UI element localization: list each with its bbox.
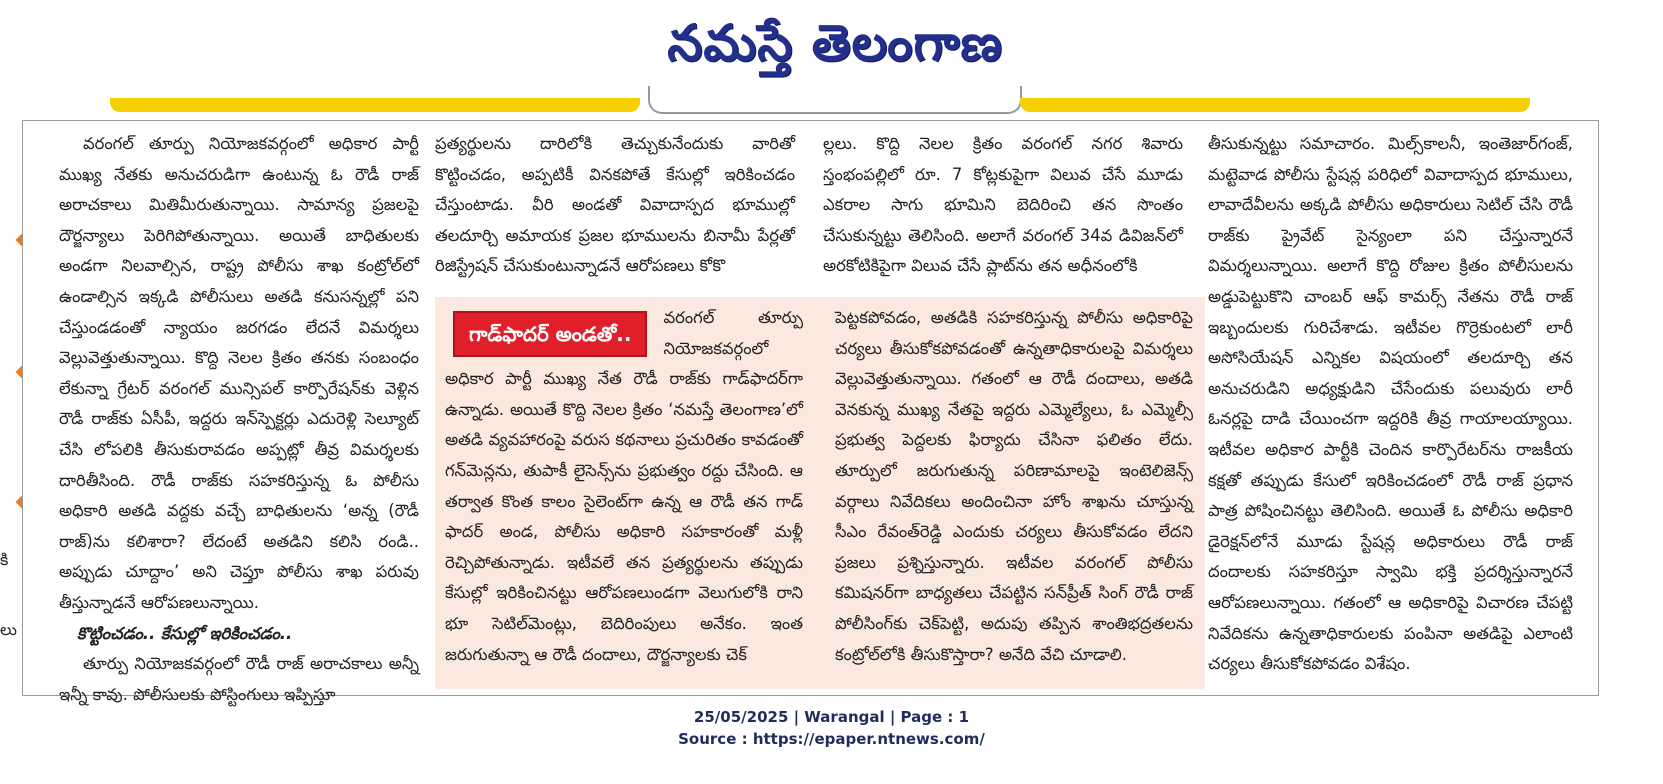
masthead-band-left	[110, 98, 640, 112]
article-subhead: కొట్టించడం.. కేసుల్లో ఇరికించడం..	[77, 623, 293, 643]
article-paragraph: తూర్పు నియోజకవర్గంలో రౌడీ రాజ్‌ అరాచకాలు అన్నీ ఇన్నీ కావు. పోలీసులకు పోస్టింగులు ఇప్పిస్తూ	[59, 654, 419, 704]
article-paragraph: ల్లలు. కొద్ది నెలల క్రితం వరంగల్‌ నగర శివారు స్తంభంపల్లిలో రూ. 7 కోట్లకుపైగా విలువ చేసే మూడు ఎకరాల సాగు భూమిని బెదిరించి తన సొంతం చేసుకున్నట్టు తెలిసింది. అలాగే వరంగల్‌ 34వ డివిజన్‌లో అరకోటికిపైగా విలువ చేసే ప్లాట్‌ను తన అధీనంలోకి	[823, 134, 1183, 276]
edge-fragment: లు	[0, 620, 17, 639]
article-paragraph: ప్రత్యర్థులను దారిలోకి తెచ్చుకునేందుకు వారితో కొట్టించడం, అప్పటికీ వినకపోతే కేసుల్లో ఇరికించడం చేస్తుంటాడు. వీరి అండతో వివాదాస్పద భూముల్లో తలదూర్చి అమాయక ప్రజల భూములను బినామీ పేర్లతో రిజిస్ట్రేషన్‌ చేసుకుంటున్నాడనే ఆరోపణలు కోకొ	[435, 134, 795, 276]
sidebar-box	[435, 297, 1205, 689]
newspaper-logo: నమస్తే తెలంగాణ	[667, 14, 1003, 72]
article-column-3	[823, 129, 1183, 282]
box-tag: గాడ్‌ఫాదర్‌ అండతో..	[453, 311, 647, 357]
masthead-band-right	[1020, 98, 1530, 112]
article-frame	[22, 120, 1599, 704]
article-column-2	[435, 129, 795, 282]
masthead-arc	[648, 86, 1022, 114]
footer-date-line: 25/05/2025 | Warangal | Page : 1	[693, 708, 970, 726]
box-paragraph: పెట్టకపోవడం, అతడికి సహకరిస్తున్న పోలీసు అధికారిపై చర్యలు తీసుకోకపోవడంతో ఉన్నతాధికారులపై విమర్శలు వెల్లువెత్తుతున్నాయి. గతంలో ఆ రౌడీ దందాలు, అతడి వెనకున్న ముఖ్య నేతపై ఇద్దరు ఎమ్మెల్యేలు, ఓ ఎమ్మెల్సీ ప్రభుత్వ పెద్దలకు ఫిర్యాదు చేసినా ఫలితం లేదు. తూర్పులో జరుగుతున్న పరిణామాలపై ఇంటెలిజెన్స్‌ వర్గాలు నివేదికలు అందించినా హోం శాఖను చూస్తున్న సీఎం రేవంత్‌రెడ్డి ఎందుకు చర్యలు తీసుకోవడం లేదని ప్రజలు ప్రశ్నిస్తున్నారు. ఇటీవల వరంగల్‌ పోలీసు కమిషనర్‌గా బాధ్యతలు చేపట్టిన సన్‌ప్రీత్‌ సింగ్‌ రౌడీ రాజ్‌ పోలీసింగ్‌కు చెక్‌పెట్టి, అదుపు తప్పిన శాంతిభద్రతలను కంట్రోల్‌లోకి తీసుకొస్తారా? అనేది వేచి చూడాలి.	[835, 308, 1193, 664]
footer-source-link[interactable]: Source : https://epaper.ntnews.com/	[678, 730, 985, 748]
masthead	[0, 0, 1663, 110]
box-paragraph: వరంగల్‌ తూర్పు నియోజకవర్గంలో అధికార పార్టీ ముఖ్య నేత రౌడీ రాజ్‌కు గాడ్‌ఫాదర్‌గా ఉన్నాడు. అయితే కొద్ది నెలల క్రితం ‘నమస్తే తెలంగాణ’లో అతడి వ్యవహారంపై వరుస కథనాలు ప్రచురితం కావడంతో గన్‌మెన్లను, తుపాకీ లైసెన్స్‌ను ప్రభుత్వం రద్దు చేసింది. ఆ తర్వాత కొంత కాలం సైలెంట్‌గా ఉన్న ఆ రౌడీ తన గాడ్‌ ఫాదర్‌ అండ, పోలీసు అధికారి సహకారంతో మళ్లీ రెచ్చిపోతున్నాడు. ఇటీవలే తన ప్రత్యర్థులను తప్పుడు కేసుల్లో ఇరికించినట్టు ఆరోపణలుండగా వెలుగులోకి రాని భూ సెటిల్‌మెంట్లు, బెదిరింపులు అనేకం. ఇంత జరుగుతున్నా ఆ రౌడీ దందాలు, దౌర్జన్యాలకు చెక్‌	[445, 308, 803, 664]
edge-fragment: కి	[0, 550, 9, 569]
article-paragraph: తీసుకున్నట్టు సమాచారం. మిల్స్‌కాలనీ, ఇంతెజార్‌గంజ్‌, మట్టెవాడ పోలీసు స్టేషన్ల పరిధిలో వివాదాస్పద భూములు, లావాదేవీలను అక్కడి పోలీసు అధికారులు సెటిల్‌ చేసి రౌడీ రాజ్‌కు ప్రైవేట్‌ సైన్యంలా పని చేస్తున్నారనే విమర్శలున్నాయి. అలాగే కొద్ది రోజుల క్రితం పోలీసులను అడ్డుపెట్టుకొని చాంబర్‌ ఆఫ్‌ కామర్స్‌ నేతను రౌడీ రాజ్‌ ఇబ్బందులకు గురిచేశాడు. ఇటీవల గొర్రెకుంటలో లారీ అసోసియేషన్‌ ఎన్నికల విషయంలో తలదూర్చి తన అనుచరుడిని అధ్యక్షుడిని చేసేందుకు పలువురు లారీ ఓనర్లపై దాడి చేయించగా ఇద్దరికి తీవ్ర గాయాలయ్యాయి. ఇటీవల అధికార పార్టీకి చెందిన కార్పొరేటర్‌ను రాజకీయ కక్షతో తప్పుడు కేసులో ఇరికించడంలో రౌడీ రాజ్‌ ప్రధాన పాత్ర పోషించినట్టు తెలిసింది. అయితే ఓ పోలీసు అధికారి డైరెక్షన్‌లోనే మూడు స్టేషన్ల అధికారులు రౌడీ రాజ్‌ దందాలకు సహకరిస్తూ స్వామి భక్తి ప్రదర్శిస్తున్నారనే ఆరోపణలున్నాయి. గతంలో ఆ అధికారిపై విచారణ చేపట్టి నివేదికను ఉన్నతాధికారులకు పంపినా అతడిపై ఎలాంటి చర్యలు తీసుకోకపోవడం విశేషం.	[1208, 134, 1573, 674]
article-column-4	[1208, 129, 1573, 680]
article-paragraph: వరంగల్‌ తూర్పు నియోజకవర్గంలో అధికార పార్టీ ముఖ్య నేతకు అనుచరుడిగా ఉంటున్న ఓ రౌడీ రాజ్‌ అరాచకాలు మితిమీరుతున్నాయి. సామాన్య ప్రజలపై దౌర్జన్యాలు పెరిగిపోతున్నాయి. అయితే బాధితులకు అండగా నిలవాల్సిన, రాష్ట్ర పోలీసు శాఖ కంట్రోల్‌లో ఉండాల్సిన ఇక్కడి పోలీసులు అతడి కనుసన్నల్లో పని చేస్తుండడంతో న్యాయం జరగడం లేదనే విమర్శలు వెల్లువెత్తుతున్నాయి. కొద్ది నెలల క్రితం తనకు సంబంధం లేకున్నా గ్రేటర్‌ వరంగల్‌ మున్సిపల్‌ కార్పొరేషన్‌కు వెళ్లిన రౌడీ రాజ్‌కు ఏసీపీ, ఇద్దరు ఇన్‌స్పెక్టర్లు ఎదురెళ్లి సెల్యూట్‌ చేసి లోపలికి తీసుకురావడం అప్పట్లో తీవ్ర విమర్శలకు దారితీసింది. రౌడీ రాజ్‌కు సహకరిస్తున్న ఓ పోలీసు అధికారి అతడి వద్దకు వచ్చే బాధితులను ‘అన్న (రౌడీ రాజ్‌)ను కలిశారా? లేదంటే అతడిని కలిసి రండి.. అప్పుడు చూద్దాం’ అని చెప్తూ పోలీసు శాఖ పరువు తీస్తున్నాడనే ఆరోపణలున్నాయి.	[59, 134, 419, 612]
footer	[0, 706, 1663, 750]
box-column-right	[835, 303, 1193, 670]
article-column-1	[59, 129, 419, 710]
box-column-left	[445, 303, 803, 670]
